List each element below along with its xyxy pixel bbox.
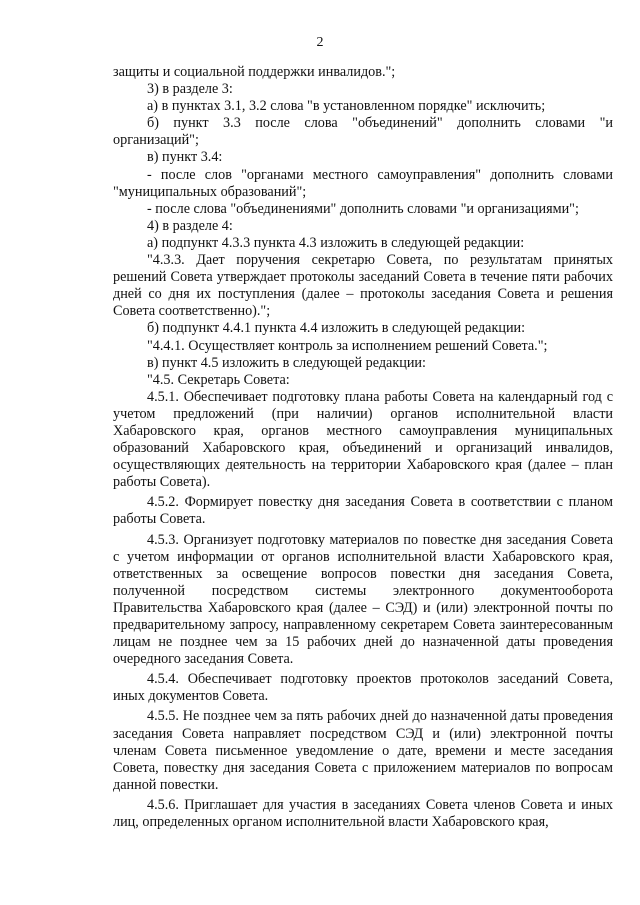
paragraph: а) подпункт 4.3.3 пункта 4.3 изложить в следующей редакции: (147, 234, 525, 251)
paragraph: 4.5.4. Обеспечивает подготовку проектов протоколов заседаний Совета, иных документов Совета. (113, 671, 613, 705)
paragraph: 4.5.5. Не позднее чем за пять рабочих дней до назначенной даты проведения заседания Совета направляет посредством СЭД и (или) электронной почты членам Совета письменное уведомление о дате, времени и месте заседания Совета, повестку дня заседания Совета с приложением материалов по вопросам данной повестки. (113, 708, 613, 793)
paragraph: 4.5.1. Обеспечивает подготовку плана работы Совета на календарный год с учетом предложений (при наличии) органов исполнительной власти Хабаровского края, органов местного самоуправления муниципальных образований Хабаровского края, объединений и организаций инвалидов, осуществляющих деятельность на территории Хабаровского края (далее – план работы Совета). (113, 388, 613, 491)
paragraph: в) пункт 3.4: (147, 149, 223, 166)
paragraph: 4) в разделе 4: (147, 217, 233, 234)
paragraph: б) пункт 3.3 после слова "объединений" дополнить словами "и организаций"; (113, 115, 613, 149)
paragraph: б) подпункт 4.4.1 пункта 4.4 изложить в следующей редакции: (147, 320, 526, 337)
paragraph: защиты и социальной поддержки инвалидов."; (113, 64, 396, 80)
paragraph: 3) в разделе 3: (147, 81, 233, 98)
paragraph: "4.5. Секретарь Совета: (147, 371, 290, 388)
document-body (113, 64, 613, 831)
paragraph: 4.5.2. Формирует повестку дня заседания Совета в соответствии с планом работы Совета. (113, 494, 613, 528)
paragraph: 4.5.3. Организует подготовку материалов по повестке дня заседания Совета с учетом информации от органов исполнительной власти Хабаровского края, ответственных за освещение вопросов повестки дня заседания Совета, полученной посредством системы электронного документооборота Правительства Хабаровского края (далее – СЭД) и (или) электронной почты по предварительному запросу, направленному секретарем Совета заинтересованным лицам не позднее чем за 15 рабочих дней до назначенной даты проведения очередного заседания Совета. (113, 531, 613, 668)
paragraph: "4.3.3. Дает поручения секретарю Совета, по результатам принятых решений Совета утверждает протоколы заседаний Совета в течение пяти рабочих дней со дня их поступления (далее – протоколы заседания Совета и решения Совета соответственно)."; (113, 252, 613, 320)
paragraph: а) в пунктах 3.1, 3.2 слова "в установленном порядке" исключить; (147, 98, 546, 115)
paragraph: - после слов "органами местного самоуправления" дополнить словами "муниципальных образований"; (113, 166, 613, 200)
paragraph: 4.5.6. Приглашает для участия в заседаниях Совета членов Совета и иных лиц, определенных органом исполнительной власти Хабаровского края, (113, 796, 613, 831)
paragraph: - после слова "объединениями" дополнить словами "и организациями"; (147, 200, 579, 217)
paragraph: в) пункт 4.5 изложить в следующей редакции: (147, 354, 426, 371)
paragraph: "4.4.1. Осуществляет контроль за исполнением решений Совета."; (147, 337, 548, 354)
page-number: 2 (316, 35, 324, 50)
